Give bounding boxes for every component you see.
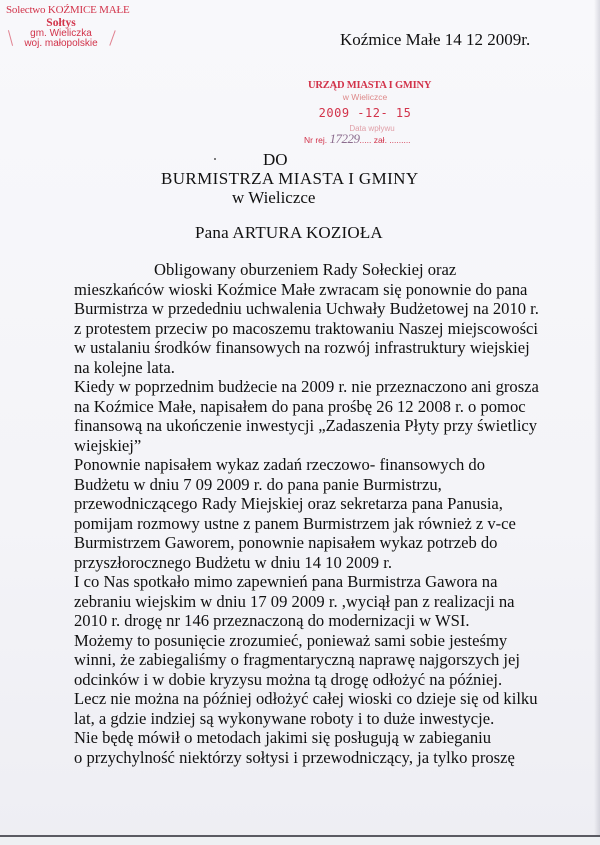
stamp-office-city: w Wieliczce [342,92,388,102]
body-line: w ustalaniu środków finansowych na rozwój infrastruktury wiejskiej [74,338,530,357]
body-line: Budżetu w dniu 7 09 2009 r. do pana panie Burmistrzu, [74,474,442,494]
body-line: winni, że zabiegaliśmy o fragmentaryczną naprawę najgorszych jej [74,650,520,669]
body-line: o przychylność niektórzy sołtysi i przewodniczący, ja tylko proszę [74,747,515,767]
stamp-received-label: Data wpływu [349,124,395,133]
body-line: Burmistrzem Gaworem, ponownie napisałem wykaz potrzeb do [74,533,498,552]
body-line: I co Nas spotkało mimo zapewnień pana Burmistrza Gawora na [74,572,498,591]
stamp-received-date: 2009 -12- 15 [318,106,412,120]
body-line: finansową na ukończenie inwestycji „Zadaszenia Płyty przy świetlicy [74,416,538,435]
body-line: lat, a gdzie indziej są wykonywane roboty i to duże inwestycje. [74,708,495,728]
body-line: Kiedy w poprzednim budżecie na 2009 r. nie przeznaczono ani grosza [74,377,539,396]
registry-receipt-stamp [300,80,430,147]
address-city: w Wieliczce [232,188,316,207]
body-line: na Koźmice Małe, napisałem do pana prośbę 26 12 2008 r. o pomoc [74,396,526,416]
address-recipient: BURMISTRZA MIASTA I GMINY [161,169,419,188]
body-line: na kolejne lata. [74,357,175,377]
body-line: 2010 r. drogę nr 146 przeznaczoną do modernizacji w WSI. [74,611,470,630]
body-line: Możemy to posunięcie zrozumieć, ponieważ sami sobie jesteśmy [74,630,508,650]
stamp-office-name: URZĄD MIASTA I GMINY [308,80,432,91]
stamp-village-name: Solectwo KOŹMICE MAŁE [6,4,130,16]
letter-body [74,260,554,767]
village-office-stamp [6,4,130,49]
body-line: Burmistrza w przededniu uchwalenia Uchwały Budżetowej na 2010 r. [74,299,539,318]
address-to: DO [263,150,288,169]
body-line: wiejskiej” [74,435,142,455]
stray-dot [214,158,216,160]
body-line: Nie będę mówił o metodach jakimi się posługują w zabieganiu [74,728,492,747]
body-line: Ponownie napisałem wykaz zadań rzeczowo- finansowych do [74,455,486,474]
body-line: z protestem przeciw po macoszemu traktowaniu Naszej miejscowości [74,318,539,338]
stamp-reg-number-handwritten: 17229 [329,131,360,146]
body-line: Lecz nie można na później odłożyć całej wioski co dzieje się od kilku [74,689,538,708]
body-line: pomijam rozmowy ustne z panem Burmistrzem jak również z v-ce [74,513,516,533]
stamp-soltys: Sołtys [46,17,76,29]
body-line: Obligowany oburzeniem Rady Sołeckiej oraz [154,260,457,279]
body-line: przewodniczącego Rady Miejskiej oraz sekretarza pana Panusia, [74,494,503,513]
body-line: zebraniu wiejskim w dniu 17 09 2009 r. ,wyciął pan z realizacji na [74,591,515,611]
page-bottom-edge [0,835,600,845]
stamp-province: woj. małopolskie [24,38,98,49]
body-line: odcinków i w dobie kryzysu można tą drogę odłożyć na później. [74,669,503,689]
stamp-commune: gm. Wieliczka [30,28,92,39]
stamp-registration-line [300,131,430,147]
address-person: Pana ARTURA KOZIOŁA [195,223,383,242]
stamp-reg-label: Nr rej. [304,135,328,145]
stamp-reg-dots: ..... [359,135,372,145]
stamp-attachment-label: zał. ......... [373,135,411,145]
letter-date-place: Koźmice Małe 14 12 2009r. [340,30,531,49]
body-line: przyszłorocznego Budżetu w dniu 14 10 2009 r. [74,552,392,572]
body-line: mieszkańców wioski Koźmice Małe zwracam się ponownie do pana [74,279,528,299]
page-edge-shadow [594,0,600,845]
